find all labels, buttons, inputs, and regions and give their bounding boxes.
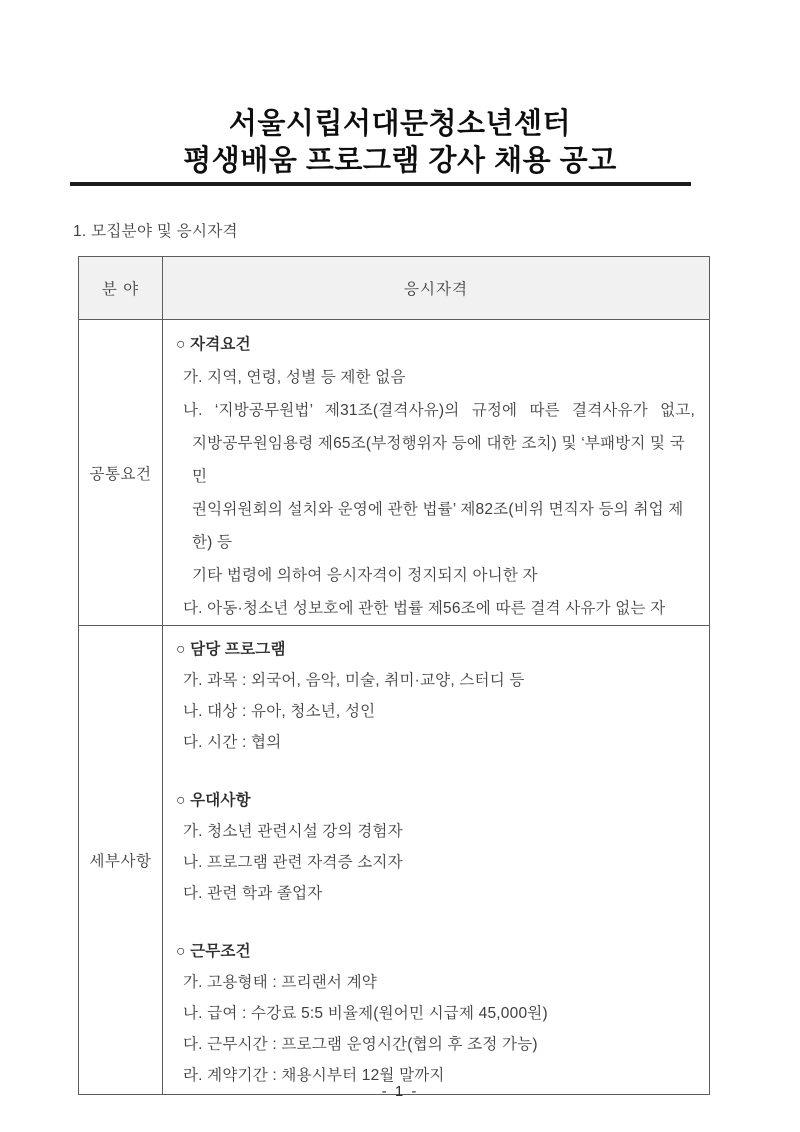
group-line: 나. 프로그램 관련 자격증 소지자 — [183, 854, 403, 871]
table-header-row — [79, 257, 710, 320]
row-content-common — [163, 320, 710, 626]
group-line: 라. 계약기간 : 채용시부터 12월 말까지 — [183, 1067, 445, 1084]
group-heading: ○ 우대사항 — [176, 792, 251, 809]
row-content-details — [163, 626, 710, 1095]
group-line: 다. 근무시간 : 프로그램 운영시간(협의 후 조정 가능) — [183, 1036, 538, 1053]
row-category-common: 공통요건 — [79, 320, 163, 626]
group-heading: ○ 담당 프로그램 — [176, 641, 286, 658]
group-line: 가. 고용형태 : 프리랜서 계약 — [183, 974, 377, 991]
document-header — [0, 0, 800, 180]
page-number: - 1 - — [381, 1083, 419, 1100]
group-heading: ○ 근무조건 — [176, 943, 251, 960]
group-line: 가. 지역, 연령, 성별 등 제한 없음 — [183, 369, 406, 386]
group-line: 기타 법령에 의하여 응시자격이 정지되지 아니한 자 — [192, 567, 538, 584]
group-line: 다. 아동·청소년 성보호에 관한 법률 제56조에 따른 결격 사유가 없는 자 — [183, 600, 666, 617]
recruitment-table — [78, 256, 710, 1095]
group-line: 권익위원회의 설치와 운영에 관한 법률’ 제82조(비위 면직자 등의 취업 제한) 등 — [192, 501, 684, 551]
group-assigned-program — [176, 634, 697, 758]
group-line: 나. ‘지방공무원법’ 제31조(결격사유)의 규정에 따른 결격사유가 없고, — [183, 402, 695, 419]
row-category-details: 세부사항 — [79, 626, 163, 1095]
group-qualification-requirements — [176, 328, 697, 625]
header-cell-qualification: 응시자격 — [163, 257, 710, 320]
title-underline-rule — [70, 182, 691, 186]
group-working-conditions — [176, 936, 697, 1091]
table-row — [79, 626, 710, 1095]
table-row — [79, 320, 710, 626]
title-line-2: 평생배움 프로그램 강사 채용 공고 — [183, 145, 617, 177]
group-line: 가. 과목 : 외국어, 음악, 미술, 취미·교양, 스터디 등 — [183, 672, 525, 689]
group-line: 나. 급여 : 수강료 5:5 비율제(원어민 시급제 45,000원) — [183, 1005, 548, 1022]
header-cell-category: 분 야 — [79, 257, 163, 320]
group-preferred-qualifications — [176, 785, 697, 909]
group-line: 지방공무원임용령 제65조(부정행위자 등에 대한 조치) 및 ‘부패방지 및 국민 — [192, 435, 685, 485]
group-line: 다. 시간 : 협의 — [183, 734, 282, 751]
group-line: 가. 청소년 관련시설 강의 경험자 — [183, 823, 403, 840]
group-line: 다. 관련 학과 졸업자 — [183, 885, 323, 902]
group-line: 나. 대상 : 유아, 청소년, 성인 — [183, 703, 376, 720]
document-title — [0, 106, 800, 180]
section-heading-1: 1. 모집분야 및 응시자격 — [73, 223, 238, 240]
title-line-1: 서울시립서대문청소년센터 — [228, 108, 572, 140]
group-heading: ○ 자격요건 — [176, 336, 251, 353]
